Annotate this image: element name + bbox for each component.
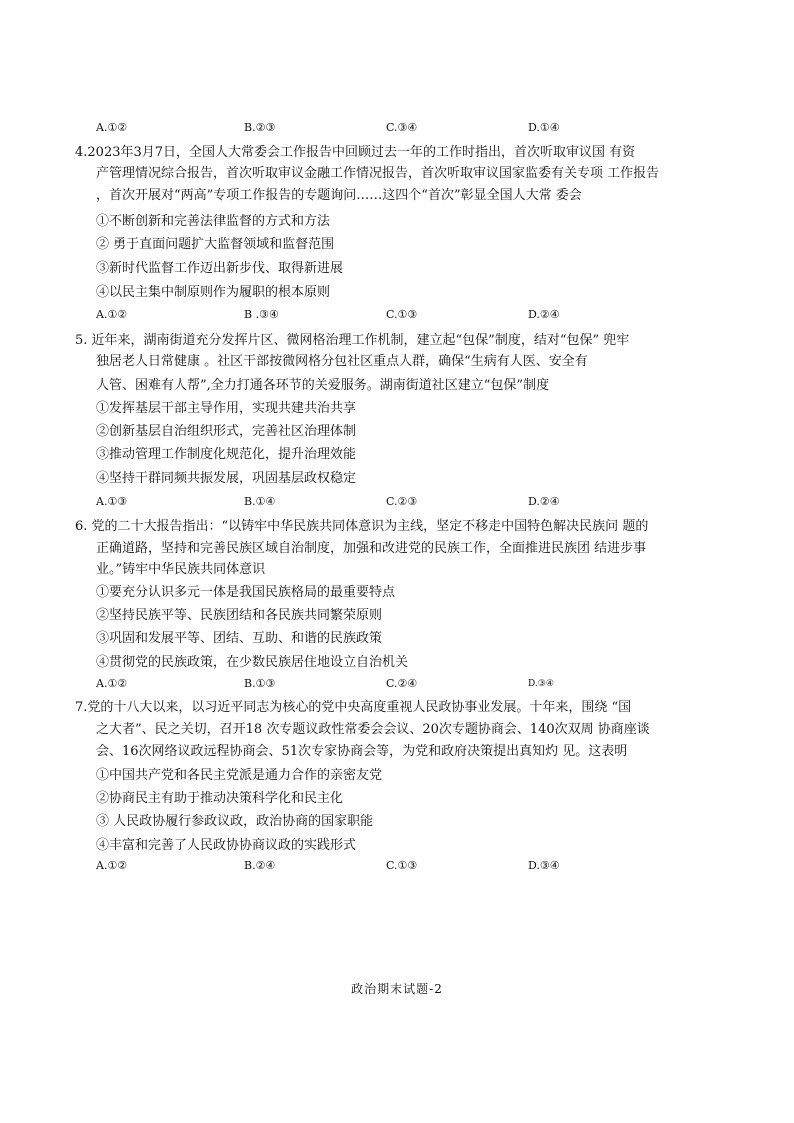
q5-option-b[interactable]: B.①④	[244, 495, 276, 508]
q4-option-a[interactable]: A.①②	[96, 308, 128, 321]
q5-stem-line-3: 人管、困难有人帮”,全力打通各环节的关爱服务。湖南街道社区建立“包保”制度	[96, 378, 550, 393]
q6-options	[96, 675, 696, 693]
q6-item-4: ④贯彻党的民族政策，在少数民族居住地设立自治机关	[96, 655, 409, 670]
q3-option-a[interactable]: A.①②	[96, 121, 128, 134]
q4-options	[96, 306, 696, 324]
q6-option-b[interactable]: B.①③	[244, 677, 276, 690]
q7-option-d[interactable]: D.③④	[528, 859, 560, 872]
q3-options	[96, 119, 696, 137]
q4-option-b[interactable]: B .③④	[244, 308, 279, 321]
q5-item-2: ②创新基层自治组织形式，完善社区治理体制	[96, 424, 357, 439]
q6-item-2: ②坚持民族平等、民族团结和各民族共同繁荣原则	[96, 608, 383, 623]
q5-option-c[interactable]: C.②③	[386, 495, 418, 508]
q4-stem-line-3: ，首次开展对“两高”专项工作报告的专题询问……这四个“首次”彰显全国人大常 委会	[96, 188, 582, 203]
q4-item-1: ①不断创新和完善法律监督的方式和方法	[96, 214, 331, 229]
q7-option-a[interactable]: A.①②	[96, 859, 128, 872]
q5-option-a[interactable]: A.①③	[96, 495, 128, 508]
q7-stem-line-1: 7.党的十八大以来，以习近平同志为核心的党中央高度重视人民政协事业发展。十年来，围绕 “国	[75, 700, 632, 715]
q6-stem-line-2: 正确道路，坚持和完善民族区域自治制度，加强和改进党的民族工作，全面推进民族团 结进步事	[96, 541, 647, 556]
q5-options	[96, 493, 696, 511]
q5-item-3: ③推动管理工作制度化规范化，提升治理效能	[96, 447, 357, 462]
q4-stem-line-2: 产管理情况综合报告，首次听取审议金融工作情况报告，首次听取审议国家监委有关专项 工作报告	[96, 166, 660, 181]
q5-option-d[interactable]: D.②④	[528, 495, 560, 508]
q4-item-4: ④以民主集中制原则作为履职的根本原则	[96, 285, 331, 300]
q7-item-4: ④丰富和完善了人民政协协商议政的实践形式	[96, 838, 357, 853]
q4-stem-line-1: 4.2023年3月7日，全国人大常委会工作报告中回顾过去一年的工作时指出，首次听取审议国 有资	[75, 145, 636, 160]
q7-stem-line-2: 之大者”、民之关切，召开18 次专题议政性常委会会议、20次专题协商会、140次双周 协商座谈	[96, 722, 650, 737]
q3-option-b[interactable]: B.②③	[244, 121, 276, 134]
q5-item-4: ④坚持干群同频共振发展，巩固基层政权稳定	[96, 471, 357, 486]
q6-stem-line-3: 业。”铸牢中华民族共同体意识	[96, 562, 266, 577]
page-footer: 政治期末试题-2	[351, 982, 443, 996]
q5-item-1: ①发挥基层干部主导作用，实现共建共治共享	[96, 401, 357, 416]
q4-item-2: ② 勇于直面问题扩大监督领域和监督范围	[96, 237, 335, 252]
q6-option-c[interactable]: C.②④	[386, 677, 418, 690]
q6-item-3: ③巩固和发展平等、团结、互助、和谐的民族政策	[96, 631, 383, 646]
q3-option-d[interactable]: D.①④	[528, 121, 560, 134]
q7-stem-line-3: 会、16次网络议政远程协商会、51次专家协商会等，为党和政府决策提出真知灼 见。这表明	[96, 744, 628, 759]
q7-option-c[interactable]: C.①③	[386, 859, 418, 872]
q7-item-3: ③ 人民政协履行参政议政，政治协商的国家职能	[96, 814, 374, 829]
q4-item-3: ③新时代监督工作迈出新步伐、取得新进展	[96, 261, 344, 276]
q4-option-d[interactable]: D.②④	[528, 308, 560, 321]
q6-stem-line-1: 6. 党的二十大报告指出：“以铸牢中华民族共同体意识为主线，坚定不移走中国特色解决民族问 题的	[75, 519, 649, 534]
q7-item-1: ①中国共产党和各民主党派是通力合作的亲密友党	[96, 768, 383, 783]
q6-option-a[interactable]: A.①②	[96, 677, 128, 690]
q6-option-d[interactable]: D.③④	[528, 679, 554, 689]
q7-option-b[interactable]: B.②④	[244, 859, 276, 872]
q7-options	[96, 857, 696, 875]
q3-option-c[interactable]: C.③④	[386, 121, 418, 134]
q7-item-2: ②协商民主有助于推动决策科学化和民主化	[96, 791, 344, 806]
q5-stem-line-1: 5. 近年来，湖南街道充分发挥片区、微网格治理工作机制，建立起“包保”制度，结对“包保” 兜牢	[75, 333, 630, 348]
q4-option-c[interactable]: C.①③	[386, 308, 418, 321]
q6-item-1: ①要充分认识多元一体是我国民族格局的最重要特点	[96, 585, 396, 600]
q5-stem-line-2: 独居老人日常健康 。社区干部按微网格分包社区重点人群，确保“生病有人医、安全有	[96, 354, 588, 369]
